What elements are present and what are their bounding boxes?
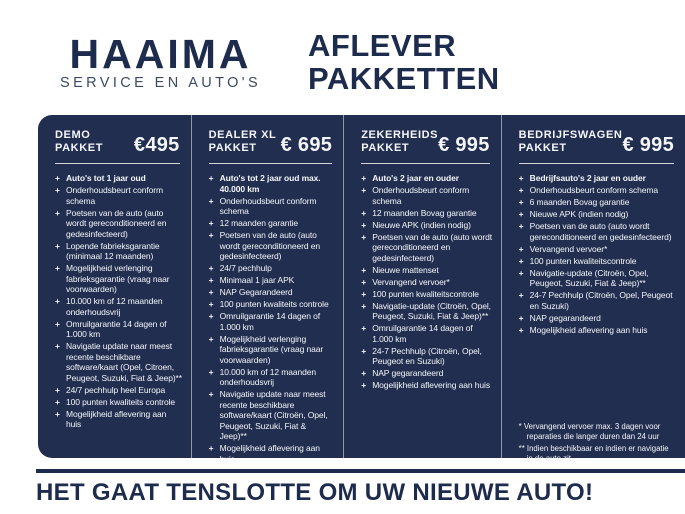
package-name-line1: DEALER XL	[208, 129, 277, 141]
feature-text: Navigatie-update (Citroën, Opel, Peugeot, Suzuki, Fiat & Jeep)**	[529, 267, 649, 288]
package-feature	[519, 256, 679, 267]
feature-text: Poetsen van de auto (auto wordt gereconditioneerd en gedesinfecteerd)	[219, 230, 321, 261]
feature-text: Onderhoudsbeurt conform schema	[372, 185, 470, 206]
feature-text: Poetsen van de auto (auto wordt gereconditioneerd en gedesinfecteerd)	[66, 207, 167, 239]
package-feature	[361, 173, 494, 184]
feature-text: Vervangend vervoer*	[372, 276, 450, 287]
feature-text: Nieuwe APK (indien nodig)	[372, 219, 471, 230]
plus-bullet: +	[55, 263, 60, 273]
package-feature	[361, 208, 494, 219]
feature-text: 24/7 pechhulp	[219, 263, 272, 273]
feature-text: Onderhoudsbeurt conform schema	[529, 185, 659, 195]
plus-bullet: +	[361, 380, 367, 390]
plus-bullet: +	[361, 231, 367, 242]
feature-text: Minimaal 1 jaar APK	[219, 275, 295, 285]
feature-text: Auto's tot 1 jaar oud	[66, 173, 146, 183]
plus-bullet: +	[361, 207, 367, 218]
feature-text: Mogelijkheid aflevering aan huis	[66, 408, 167, 429]
plus-bullet: +	[208, 333, 214, 344]
plus-bullet: +	[208, 218, 214, 228]
plus-bullet: +	[55, 318, 60, 329]
package-header	[361, 129, 494, 155]
footnote: ** Indien beschikbaar en indien er navigatie in de auto zit.	[518, 443, 669, 463]
feature-text: 6 maanden Bovag garantie	[529, 197, 630, 207]
plus-bullet: +	[361, 300, 367, 311]
plus-bullet: +	[518, 290, 524, 300]
package-feature	[209, 275, 338, 286]
package-feature	[55, 173, 185, 184]
package-feature	[361, 368, 494, 379]
package-name	[55, 129, 103, 155]
package-feature	[361, 232, 494, 264]
plus-bullet: +	[208, 366, 214, 377]
plus-bullet: +	[361, 368, 367, 378]
feature-text: 24-7 Pechhulp (Citroën, Opel, Peugeot en Suzuki)	[529, 290, 673, 311]
plus-bullet: +	[518, 324, 524, 335]
package-name	[361, 129, 438, 155]
plus-bullet: +	[518, 221, 524, 231]
package-feature	[55, 296, 185, 317]
footnotes	[361, 466, 494, 468]
package-feature	[361, 289, 494, 300]
page-title-line1: AFLEVER	[308, 28, 457, 63]
package-price: € 995	[438, 134, 490, 156]
plus-bullet: +	[208, 299, 214, 309]
plus-bullet: +	[208, 263, 214, 273]
package-feature	[361, 265, 494, 276]
package-feature	[519, 173, 679, 184]
package-feature-list	[519, 173, 679, 337]
feature-text: 100 punten kwaliteits controle	[66, 396, 175, 407]
plus-bullet: +	[55, 185, 60, 195]
package-feature	[209, 287, 338, 298]
package-column-2	[191, 115, 344, 476]
package-feature	[519, 290, 679, 311]
package-feature	[519, 221, 679, 242]
feature-text: 100 punten kwaliteitscontrole	[372, 288, 479, 299]
plus-bullet: +	[55, 296, 60, 306]
feature-text: 10.000 km of 12 maanden onderhoudsvrij	[219, 366, 317, 387]
package-feature	[209, 230, 338, 262]
feature-text: Omruilgarantie 14 dagen of 1.000 km	[219, 311, 321, 332]
plus-bullet: +	[361, 173, 367, 183]
package-feature	[519, 268, 679, 289]
package-feature	[55, 409, 185, 430]
plus-bullet: +	[208, 275, 214, 285]
feature-text: Navigatie-update (Citroën, Opel, Peugeot, Suzuki, Fiat & Jeep)**	[372, 300, 491, 321]
package-feature	[361, 323, 494, 344]
feature-text: NAP Gegarandeerd	[219, 287, 293, 297]
plus-bullet: +	[361, 288, 367, 299]
package-feature	[55, 397, 185, 408]
package-feature-list	[209, 173, 338, 466]
feature-text: Mogelijkheid aflevering aan huis	[529, 324, 648, 335]
feature-text: Mogelijkheid aflevering aan huis	[372, 380, 490, 390]
package-feature	[519, 244, 679, 255]
brand-logo	[60, 33, 261, 91]
package-price: € 995	[622, 134, 674, 156]
plus-bullet: +	[208, 230, 214, 240]
package-name-line2: PAKKET	[361, 142, 410, 154]
header-rule	[209, 163, 333, 164]
package-feature	[209, 389, 338, 442]
plus-bullet: +	[55, 240, 60, 251]
package-header	[209, 129, 338, 155]
package-feature-list	[361, 173, 494, 392]
package-header	[519, 129, 679, 155]
plus-bullet: +	[55, 396, 60, 407]
feature-text: Onderhoudsbeurt conform schema	[219, 195, 317, 216]
plus-bullet: +	[518, 312, 524, 323]
package-name-line2: PAKKET	[55, 142, 104, 154]
footnotes	[209, 466, 338, 468]
plus-bullet: +	[55, 173, 60, 183]
divider-rule	[36, 469, 685, 473]
plus-bullet: +	[518, 255, 524, 266]
package-name-line1: DEMO	[55, 129, 91, 141]
header-rule	[55, 163, 180, 164]
package-feature	[361, 277, 494, 288]
plus-bullet: +	[361, 219, 367, 230]
feature-text: 100 punten kwaliteitscontrole	[529, 255, 637, 266]
plus-bullet: +	[361, 323, 367, 333]
package-feature	[55, 241, 185, 262]
package-header	[55, 129, 185, 155]
feature-text: Poetsen van de auto (auto wordt gereconditioneerd en gedesinfecteerd)	[529, 221, 672, 242]
feature-text: Mogelijkheid verlenging fabrieksgarantie (vraag naar voorwaarden)	[66, 263, 170, 294]
package-feature	[209, 334, 338, 366]
package-feature	[361, 220, 494, 231]
package-column-4	[501, 115, 685, 476]
plus-bullet: +	[518, 197, 524, 207]
package-price: € 695	[280, 134, 333, 156]
feature-text: 10.000 km of 12 maanden onderhoudsvrij	[66, 296, 163, 317]
plus-bullet: +	[208, 389, 214, 399]
feature-text: Mogelijkheid aflevering aan huis	[219, 443, 320, 464]
feature-text: Omruilgarantie 14 dagen of 1.000 km	[372, 323, 473, 344]
package-feature	[55, 341, 185, 383]
feature-text: Navigatie update naar meest recente beschikbare software/kaart (Opel, Citroen, Peugeot, Suzuki, Fiat & Jeep)**	[66, 341, 182, 383]
feature-text: Mogelijkheid verlenging fabrieksgarantie (vraag naar voorwaarden)	[219, 333, 324, 365]
package-feature	[361, 301, 494, 322]
package-feature	[519, 325, 679, 336]
package-feature	[519, 185, 679, 196]
package-feature	[361, 185, 494, 206]
package-feature	[209, 443, 338, 464]
plus-bullet: +	[208, 287, 214, 297]
package-feature	[209, 263, 338, 274]
plus-bullet: +	[208, 311, 214, 321]
feature-text: 100 punten kwaliteits controle	[219, 299, 329, 309]
plus-bullet: +	[361, 276, 367, 287]
package-name	[209, 129, 277, 155]
plus-bullet: +	[518, 209, 524, 219]
footnotes	[519, 422, 679, 468]
plus-bullet: +	[208, 443, 214, 453]
package-feature	[361, 346, 494, 367]
plus-bullet: +	[361, 264, 367, 275]
package-feature	[519, 197, 679, 208]
plus-bullet: +	[361, 345, 367, 356]
package-price: €495	[133, 134, 180, 156]
package-feature	[55, 319, 185, 340]
package-feature	[209, 218, 338, 229]
plus-bullet: +	[518, 243, 524, 254]
feature-text: Onderhoudsbeurt conform schema	[66, 185, 163, 206]
package-name-line1: ZEKERHEIDS	[361, 129, 439, 141]
footnotes	[55, 466, 185, 468]
plus-bullet: +	[55, 341, 60, 351]
brand-name: HAAIMA	[69, 31, 252, 77]
plus-bullet: +	[55, 207, 60, 218]
package-feature	[55, 208, 185, 240]
feature-text: Omruilgarantie 14 dagen of 1.000 km	[66, 318, 167, 339]
feature-text: Bedrijfsauto's 2 jaar en ouder	[529, 173, 646, 183]
plus-bullet: +	[208, 195, 214, 206]
feature-text: Auto's 2 jaar en ouder	[372, 173, 459, 183]
bottom-tagline: HET GAAT TENSLOTTE OM UW NIEUWE AUTO!	[36, 479, 594, 506]
package-name-line1: BEDRIJFSWAGEN	[518, 129, 623, 141]
feature-text: NAP gegarandeerd	[529, 312, 601, 323]
package-feature	[55, 185, 185, 206]
package-feature	[209, 311, 338, 332]
brand-tagline: SERVICE EN AUTO'S	[60, 75, 262, 91]
feature-text: Lopende fabrieksgarantie (minimaal 12 maanden)	[66, 240, 160, 261]
plus-bullet: +	[518, 185, 524, 195]
package-feature	[55, 263, 185, 295]
feature-text: 24/7 pechhulp heel Europa	[66, 384, 166, 395]
plus-bullet: +	[208, 173, 214, 183]
package-name-line2: PAKKET	[208, 142, 257, 154]
header-rule	[519, 163, 674, 164]
feature-text: Vervangend vervoer*	[529, 243, 608, 254]
feature-text: Nieuwe mattenset	[372, 264, 439, 275]
header-rule	[361, 163, 489, 164]
plus-bullet: +	[518, 267, 524, 278]
feature-text: Navigatie update naar meest recente beschikbare software/kaart (Citroën, Opel, Peugeot, Suzuki, Fiat & Jeep)**	[219, 389, 328, 441]
package-name-line2: PAKKET	[518, 142, 567, 154]
plus-bullet: +	[55, 384, 60, 395]
plus-bullet: +	[55, 408, 60, 419]
feature-text: 12 maanden garantie	[219, 218, 299, 228]
package-feature	[209, 367, 338, 388]
packages-panel	[38, 115, 685, 464]
package-column-3	[343, 115, 500, 476]
feature-text: Auto's tot 2 jaar oud max. 40.000 km	[219, 173, 321, 194]
package-name	[519, 129, 623, 155]
package-feature	[519, 209, 679, 220]
package-feature-list	[55, 173, 185, 431]
package-feature	[361, 380, 494, 391]
feature-text: NAP gegarandeerd	[372, 368, 444, 378]
package-feature	[209, 299, 338, 310]
package-feature	[209, 173, 338, 194]
plus-bullet: +	[361, 185, 367, 195]
feature-text: Nieuwe APK (indien nodig)	[529, 209, 629, 219]
package-feature	[209, 196, 338, 217]
package-column-1	[38, 115, 191, 476]
feature-text: 24-7 Pechhulp (Citroën, Opel, Peugeot en Suzuki)	[372, 345, 482, 366]
feature-text: 12 maanden Bovag garantie	[372, 207, 477, 218]
page-title	[308, 29, 500, 95]
feature-text: Poetsen van de auto (auto wordt gereconditioneerd en gedesinfecteerd)	[372, 231, 492, 263]
plus-bullet: +	[518, 173, 524, 183]
package-feature	[519, 313, 679, 324]
page-title-line2: PAKKETTEN	[308, 61, 500, 96]
package-feature	[55, 385, 185, 396]
footnote: * Vervangend vervoer max. 3 dagen voor reparaties die langer duren dan 24 uur	[518, 421, 661, 441]
